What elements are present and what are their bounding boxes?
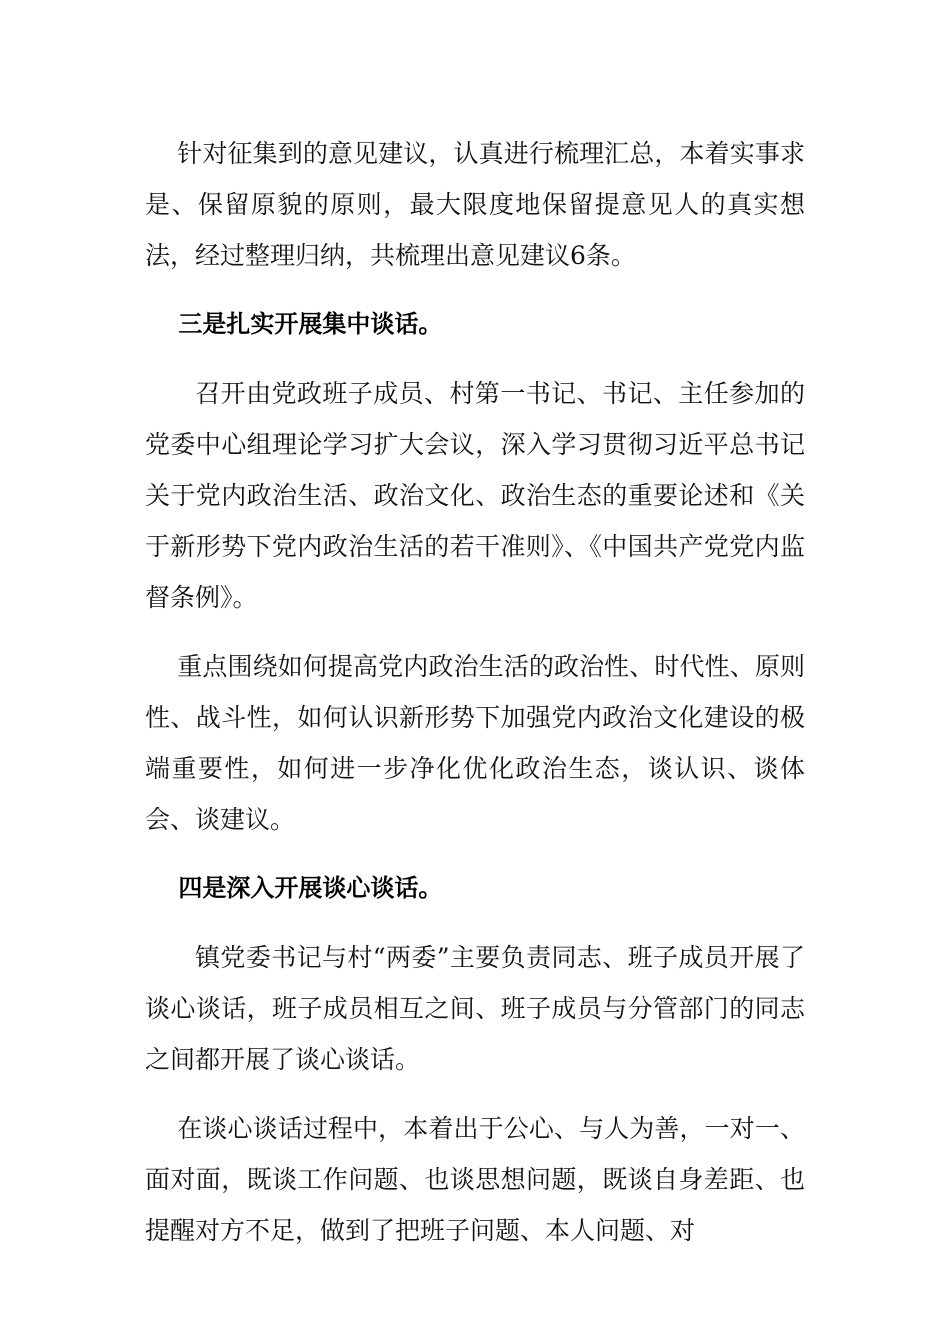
heading-heart-to-heart-talks: 四是深入开展谈心谈话。 bbox=[145, 874, 443, 902]
paragraph-talk-process: 在谈心谈话过程中，本着出于公心、与人为善，一对一、面对面，既谈工作问题、也谈思想问题，既谈自身差距、也提醒对方不足，做到了把班子问题、本人问题、对 bbox=[145, 1114, 805, 1245]
heading-collective-talks: 三是扎实开展集中谈话。 bbox=[145, 310, 443, 338]
paragraph-talk-participants: 镇党委书记与村“两委”主要负责同志、班子成员开展了谈心谈话，班子成员相互之间、班子成员与分管部门的同志之间都开展了谈心谈话。 bbox=[145, 943, 805, 1074]
paragraph-study-meeting: 召开由党政班子成员、村第一书记、书记、主任参加的党委中心组理论学习扩大会议，深入学习贯彻习近平总书记关于党内政治生活、政治文化、政治生态的重要论述和《关于新形势下党内政治生活的若干准则》、《中国共产党党内监督条例》。 bbox=[145, 379, 805, 612]
paragraph-discussion-focus: 重点围绕如何提高党内政治生活的政治性、时代性、原则性、战斗性，如何认识新形势下加强党内政治文化建设的极端重要性，如何进一步净化优化政治生态，谈认识、谈体会、谈建议。 bbox=[145, 652, 805, 834]
paragraph-feedback-summary: 针对征集到的意见建议，认真进行梳理汇总，本着实事求是、保留原貌的原则，最大限度地保留提意见人的真实想法，经过整理归纳，共梳理出意见建议6条。 bbox=[145, 139, 805, 270]
document-body bbox=[145, 128, 805, 1274]
